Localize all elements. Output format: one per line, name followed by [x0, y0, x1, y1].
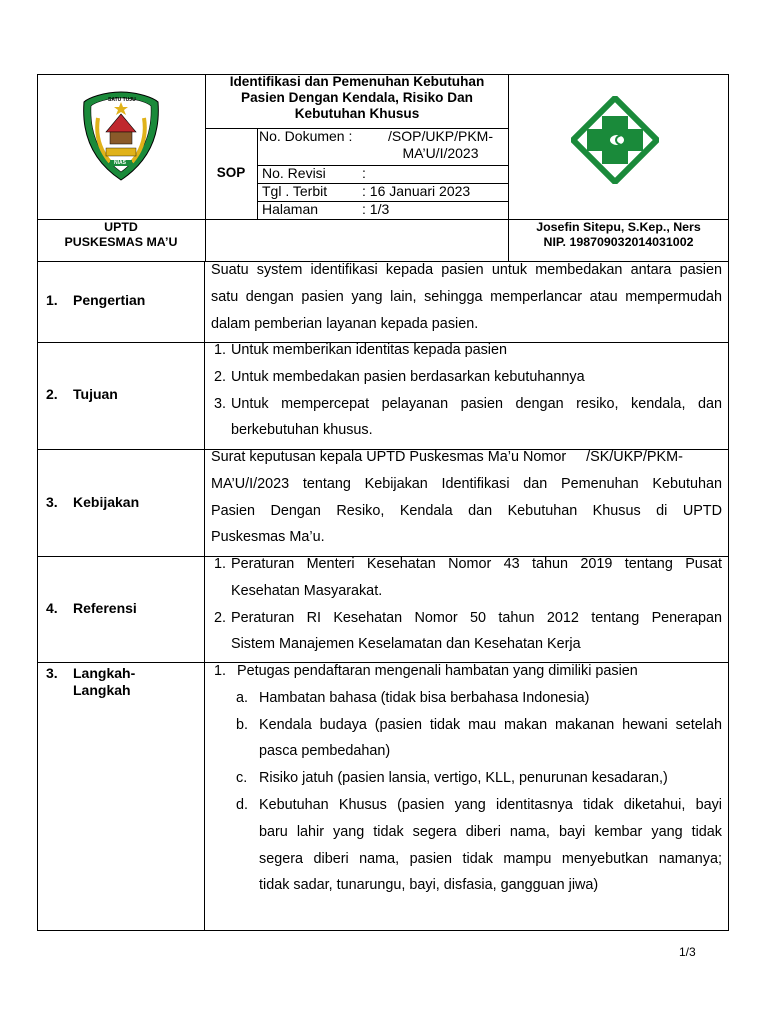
meta-doc-no-value — [373, 128, 508, 162]
section-label-referensi — [46, 600, 137, 616]
list-line: Kendala budaya (pasien tidak mau makan makanan hewani setelah — [259, 716, 722, 733]
list-line: berkebutuhan khusus. — [231, 422, 373, 439]
logo-left-text-bottom: NIAS — [114, 160, 126, 166]
sub-list-item — [211, 792, 722, 899]
list-line: tidak sadar, tunarungu, bayi, disfasia, gangguan jiwa) — [259, 877, 599, 894]
list-line: Peraturan RI Kesehatan Nomor 50 tahun 2012 tentang Penerapan — [231, 609, 722, 626]
sub-list-item — [211, 685, 722, 712]
body-line: satu dengan pasien yang lain, sehingga memperlancar atau mempermudah — [211, 288, 722, 305]
list-line: pasca pembedahan) — [259, 743, 391, 760]
langkah-list — [211, 658, 722, 685]
title-line: Identifikasi dan Pemenuhan Kebutuhan — [229, 74, 485, 89]
terbit-label: Tgl . Terbit — [262, 183, 328, 199]
section-number: 1. — [46, 292, 58, 308]
section-number: 3. — [46, 665, 58, 681]
body-line: Surat keputusan kepala UPTD Puskesmas Ma’u Nomor /SK/UKP/PKM- — [211, 449, 683, 465]
section-title: Referensi — [73, 600, 137, 616]
referensi-list — [211, 551, 722, 658]
section-title: Tujuan — [73, 386, 118, 402]
org-line: PUSKESMAS MA’U — [64, 235, 178, 249]
section-label-pengertian — [46, 292, 145, 308]
langkah-sublist — [211, 685, 722, 899]
list-line: Peraturan Menteri Kesehatan Nomor 43 tahun 2019 tentang Pusat — [231, 556, 722, 572]
logo-left-text-top: SATU TUJU — [108, 97, 136, 103]
list-line: Kebutuhan Khusus (pasien yang identitasnya tidak diketahui, bayi — [259, 796, 722, 813]
tujuan-list — [211, 337, 722, 444]
list-item — [211, 605, 722, 659]
sub-list-letter: d. — [236, 796, 249, 813]
signer-name: Josefin Sitepu, S.Kep., Ners — [536, 220, 701, 234]
meta-revisi-value — [362, 165, 366, 182]
halaman-value: : 1/3 — [362, 201, 390, 217]
signer-nip: NIP. 198709032014031002 — [543, 235, 694, 249]
list-line: baru lahir yang tidak segera diberi nama, bayi kembar yang tidak — [259, 823, 722, 840]
org-line: UPTD — [104, 220, 138, 234]
list-item — [211, 337, 722, 364]
sub-list-letter: b. — [236, 716, 249, 733]
sub-list-letter: a. — [236, 689, 249, 706]
section-body-referensi — [211, 551, 722, 658]
list-number: 1. — [214, 342, 227, 358]
list-line: Sistem Manajemen Keselamatan dan Kesehatan Kerja — [231, 636, 581, 653]
section-number: 2. — [46, 386, 58, 402]
list-line: segera diberi nama, pasien tidak mampu menyebutkan namanya; — [259, 850, 722, 867]
list-line: Hambatan bahasa (tidak bisa berbahasa Indonesia) — [259, 689, 590, 706]
section-body-pengertian — [211, 257, 722, 337]
body-line: dalam pemberian layanan kepada pasien. — [211, 315, 479, 332]
doc-no-label: No. Dokumen : — [259, 128, 353, 144]
section-number: 4. — [46, 600, 58, 616]
list-item — [211, 364, 722, 391]
sop-label: SOP — [216, 165, 246, 180]
section-body-tujuan — [211, 337, 722, 444]
section-title: Langkah- — [73, 665, 136, 681]
page-number: 1/3 — [679, 945, 696, 959]
halaman-label: Halaman — [262, 201, 319, 217]
list-line: Kesehatan Masyarakat. — [231, 582, 383, 599]
section-body-kebijakan — [211, 444, 722, 551]
section-label-kebijakan — [46, 494, 139, 510]
document-title — [206, 74, 508, 122]
list-number: 2. — [214, 609, 227, 626]
body-line: Puskesmas Ma’u. — [211, 529, 325, 546]
list-line: Petugas pendaftaran mengenali hambatan yang dimiliki pasien — [237, 663, 638, 679]
section-title-cont: Langkah — [73, 682, 131, 698]
section-label-tujuan — [46, 386, 118, 402]
sub-list-item — [211, 712, 722, 766]
list-line: Untuk mempercepat pelayanan pasien dengan resiko, kendala, dan — [231, 395, 722, 412]
meta-revisi — [262, 165, 326, 182]
sub-list-item — [211, 765, 722, 792]
list-number: 1. — [214, 556, 227, 572]
meta-halaman-value — [362, 201, 389, 218]
puskesmas-logo — [571, 96, 659, 184]
section-label-langkah — [46, 665, 135, 699]
section-title: Kebijakan — [73, 494, 140, 510]
revisi-value: : — [362, 165, 366, 181]
section-title: Pengertian — [73, 292, 146, 308]
body-line: Pasien Dengan Resiko, Kendala dan Kebutuhan Khusus di UPTD — [211, 502, 722, 519]
list-number: 2. — [214, 368, 227, 385]
list-line: Risiko jatuh (pasien lansia, vertigo, KLL, penurunan kesadaran,) — [259, 770, 668, 787]
terbit-value: : 16 Januari 2023 — [362, 183, 471, 199]
list-line: Untuk membedakan pasien berdasarkan kebutuhannya — [231, 368, 585, 385]
title-line: Kebutuhan Khusus — [294, 106, 420, 121]
body-line: MA’U/I/2023 tentang Kebijakan Identifikasi dan Pemenuhan Kebutuhan — [211, 475, 722, 492]
body-line: Suatu system identifikasi kepada pasien untuk membedakan antara pasien — [211, 262, 722, 278]
organization-name — [37, 220, 205, 250]
list-number: 1. — [214, 663, 227, 679]
list-item — [211, 551, 722, 605]
sub-list-letter: c. — [236, 770, 248, 787]
meta-doc-no — [259, 128, 352, 145]
list-item — [211, 658, 722, 685]
signer-block — [508, 220, 729, 250]
meta-halaman — [262, 201, 318, 218]
title-line: Pasien Dengan Kendala, Risiko Dan — [241, 90, 473, 105]
meta-terbit — [262, 183, 327, 200]
meta-terbit-value — [362, 183, 470, 200]
section-body-langkah — [211, 658, 722, 899]
doc-no-value-line: MA’U/I/2023 — [402, 145, 479, 161]
section-number: 3. — [46, 494, 58, 510]
doc-no-value-line: /SOP/UKP/PKM- — [387, 128, 494, 144]
list-item — [211, 391, 722, 445]
list-line: Untuk memberikan identitas kepada pasien — [231, 342, 507, 358]
list-number: 3. — [214, 395, 227, 412]
revisi-label: No. Revisi — [262, 165, 326, 181]
